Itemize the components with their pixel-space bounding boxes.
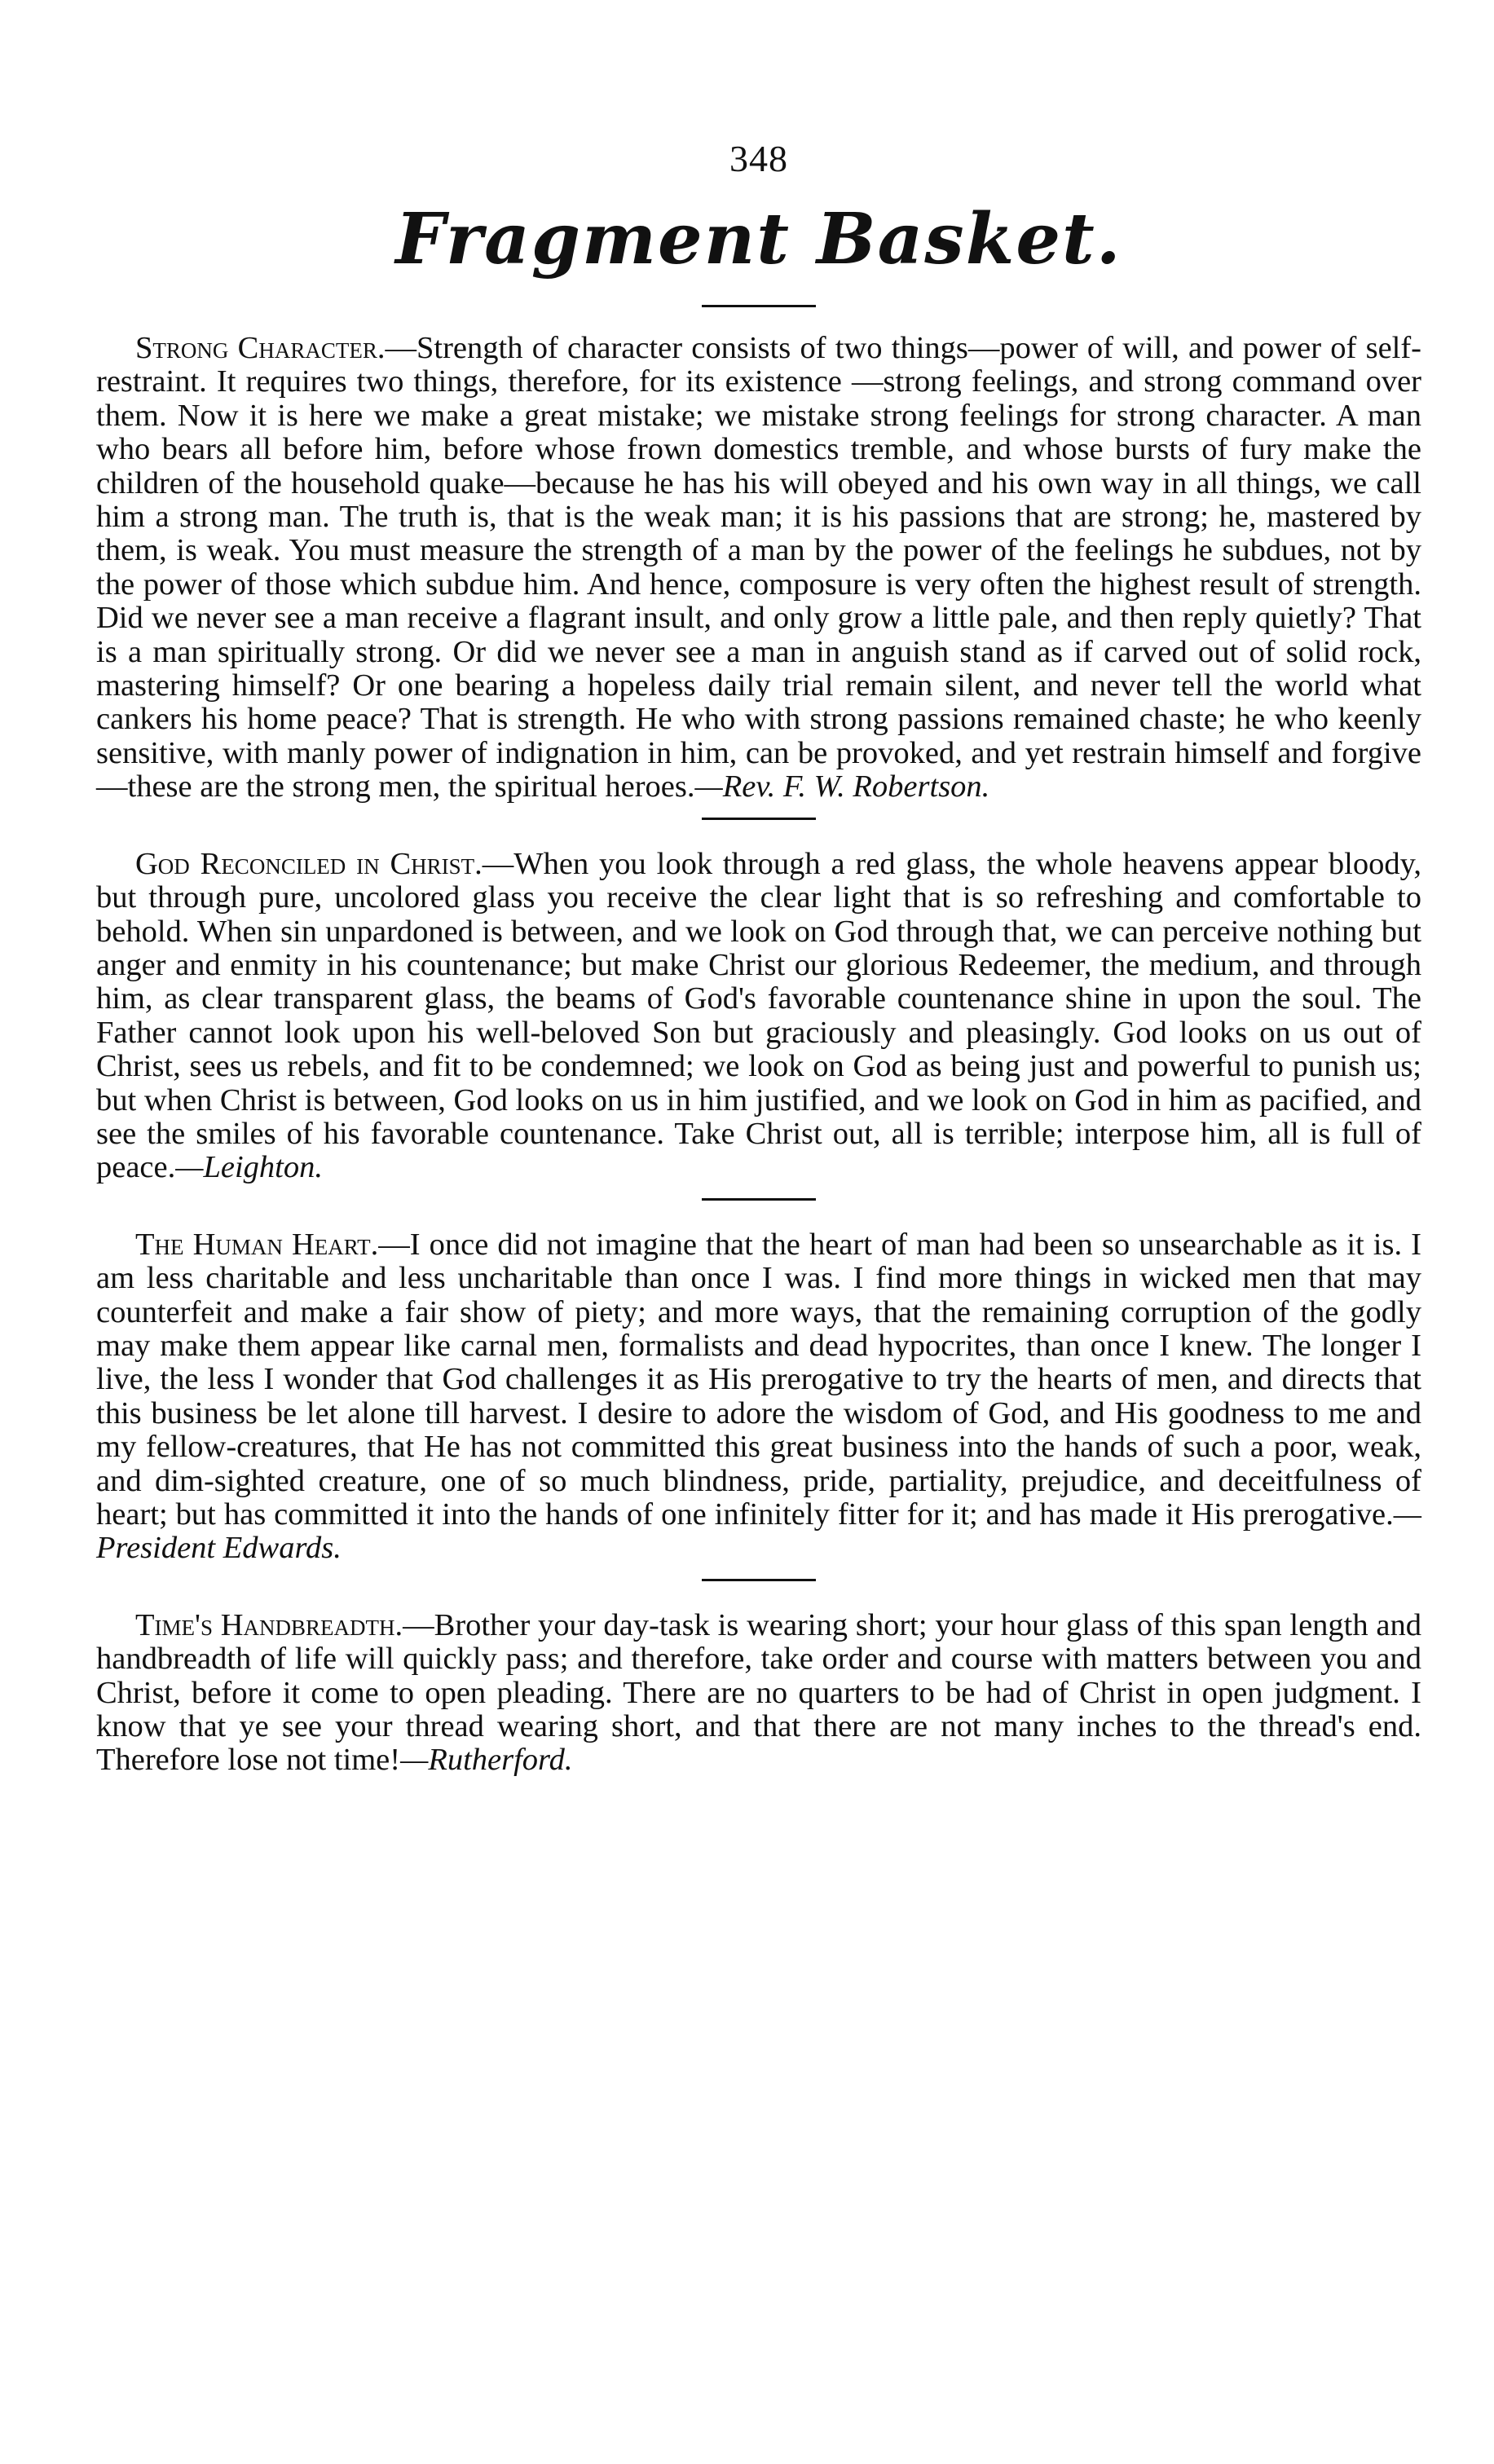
entry-god-reconciled xyxy=(96,848,1421,1185)
section-divider xyxy=(702,1198,816,1201)
entry-author: —Rev. F. W. Robertson. xyxy=(694,769,990,804)
entry-text: —Strength of character consists of two things—power of will, and power of self-restraint. It requires two things, therefore, for its existence —strong feelings, and strong command over them. Now it is here we make a great mistake; we mistake strong feelings for strong character. A man who bears all before him, before whose frown domestics tremble, and whose bursts of fury make the children of the household quake—because he has his will obeyed and his own way in all things, we call him a strong man. The truth is, that is the weak man; it is his passions that are strong; he, mastered by them, is weak. You must measure the strength of a man by the power of the feelings he subdues, not by the power of those which subdue him. And hence, composure is very often the highest result of strength. Did we never see a man receive a flagrant insult, and only grow a little pale, and then reply quietly? That is a man spiritually strong. Or did we never see a man in anguish stand as if carved out of solid rock, mastering himself? Or one bearing a hopeless daily trial remain silent, and never tell the world what cankers his home peace? That is strength. He who with strong passions remained chaste; he who keenly sensitive, with manly power of indignation in him, can be provoked, and yet restrain himself and forgive—these are the strong men, the spiritual heroes. xyxy=(96,331,1421,804)
entry-title: Strong Character. xyxy=(135,331,386,365)
entry-times-handbreadth xyxy=(96,1609,1421,1778)
entry-author: —Rutherford. xyxy=(400,1743,573,1778)
entry-title: God Reconciled in Christ. xyxy=(135,846,483,881)
entry-title: Time's Handbreadth. xyxy=(135,1607,403,1642)
entry-text: —When you look through a red glass, the whole heavens appear bloody, but through pure, uncolored glass you receive the clear light that is so refreshing and comfortable to behold. When sin unpardoned is between, and we look on God through that, we can perceive nothing but anger and enmity in his countenance; but make Christ our glorious Redeemer, the medium, and through him, as clear transparent glass, the beams of God's favorable countenance shine in upon the soul. The Father cannot look upon his well-beloved Son but graciously and pleasingly. God looks on us out of Christ, sees us rebels, and fit to be condemned; we look on God as being just and powerful to punish us; but when Christ is between, God looks on us in him justified, and we look on God in him as pacified, and see the smiles of his favorable countenance. Take Christ out, all is terrible; interpose him, all is full of peace. xyxy=(96,846,1422,1185)
section-divider xyxy=(702,818,816,820)
entry-author: —President Edwards. xyxy=(96,1497,1421,1566)
entry-text: —Brother your day-task is wearing short; your hour glass of this span length and handbreadth of life will quickly pass; and therefore, take order and course with matters between you and Christ, before it come to open pleading. There are no quarters to be had of Christ in open judgment. I know that ye see your thread wearing short, and that there are not many inches to the thread's end. Therefore lose not time! xyxy=(96,1607,1421,1778)
page-heading: Fragment Basket. xyxy=(395,198,1122,280)
entry-human-heart xyxy=(96,1228,1421,1566)
page-number: 348 xyxy=(729,138,788,179)
entry-text: —I once did not imagine that the heart of man had been so unsearchable as it is. I am less charitable and less uncharitable than once I was. I find more things in wicked men that may counterfeit and make a fair show of piety; and more ways, that the remaining corruption of the godly may make them appear like carnal men, formalists and dead hypocrites, than once I knew. The longer I live, the less I wonder that God challenges it as His prerogative to try the hearts of men, and directs that this business be let alone till harvest. I desire to adore the wisdom of God, and His goodness to me and my fellow-creatures, that He has not committed this great business into the hands of such a poor, weak, and dim-sighted creature, one of so much blindness, pride, partiality, prejudice, and deceitfulness of heart; but has committed it into the hands of one infinitely fitter for it; and has made it His prerogative. xyxy=(96,1227,1421,1532)
section-divider xyxy=(702,1579,816,1581)
heading-rule xyxy=(702,305,816,307)
entry-strong-character xyxy=(96,332,1421,804)
entry-title: The Human Heart. xyxy=(135,1227,379,1262)
document-page xyxy=(96,0,1421,1778)
entry-author: —Leighton. xyxy=(175,1150,323,1185)
